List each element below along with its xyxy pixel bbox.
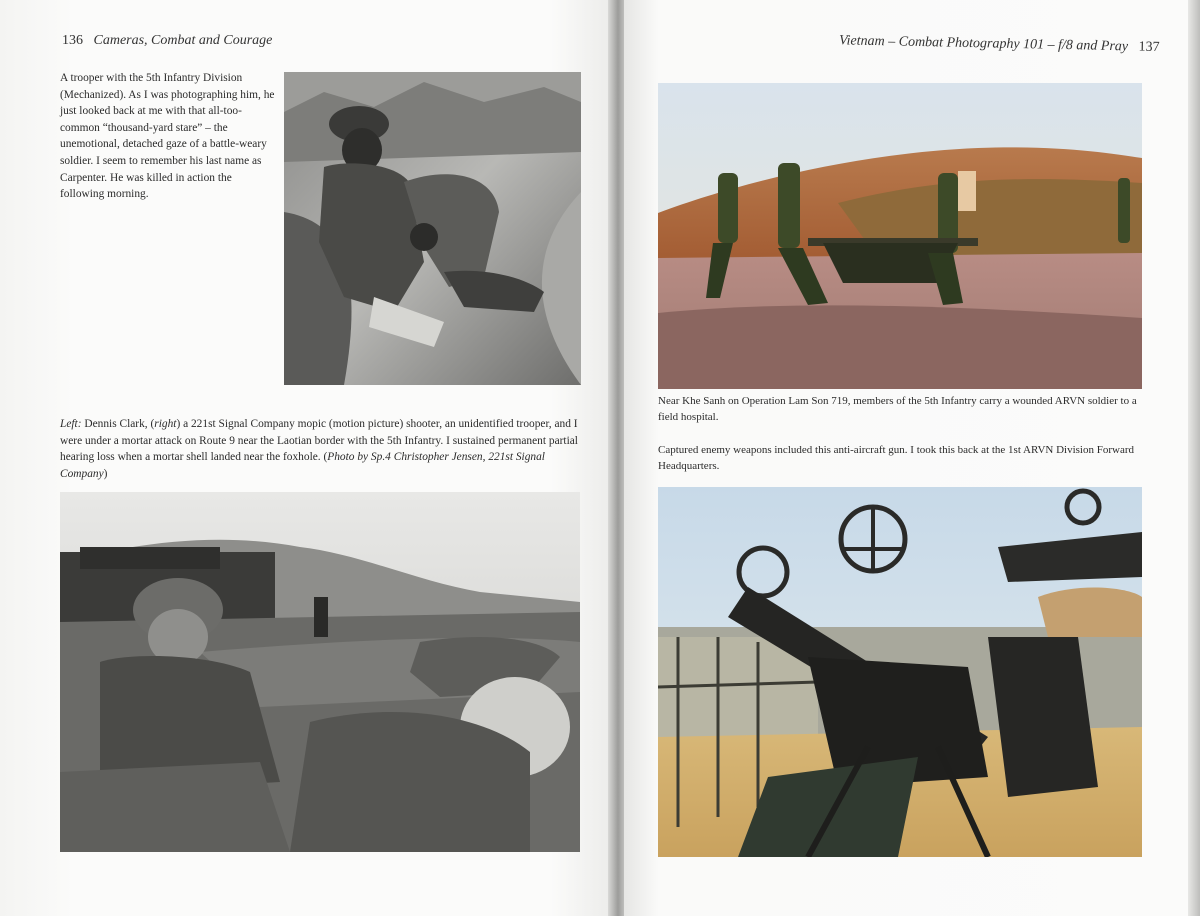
photo-anti-aircraft-gun: [658, 487, 1142, 857]
caption-right-word: right: [154, 418, 177, 430]
page-edge: [1188, 0, 1200, 916]
left-running-head: [62, 33, 272, 49]
caption-text-3: ): [103, 467, 108, 480]
photo-trooper-stare: [284, 72, 581, 385]
right-running-head: [839, 33, 1160, 56]
caption-anti-aircraft-gun: Captured enemy weapons included this anti-aircraft gun. I took this back at the 1st ARVN Division Forward Headquarters.: [658, 444, 1134, 472]
caption-mortar-attack: [60, 416, 580, 482]
caption-text-2: ) a 221st Signal Company mopic (motion picture) shooter, an unidentified trooper, and I were under a mortar attack on Route 9 near the Laotian border with the 5th Infantry. I sustained permanent partial hearing loss when a mortar shell landed near the foxhole. (: [60, 418, 578, 464]
left-page-number: 136: [62, 33, 83, 48]
right-page-number: 137: [1138, 39, 1161, 55]
chapter-title: Vietnam – Combat Photography 101 – f/8 and Pray: [839, 33, 1129, 55]
caption-stretcher: Near Khe Sanh on Operation Lam Son 719, members of the 5th Infantry carry a wounded ARVN soldier to a field hospital.: [658, 395, 1137, 423]
photo-mortar-foxhole: [60, 492, 580, 852]
caption-trooper: A trooper with the 5th Infantry Division (Mechanized). As I was photographing him, he just looked back at me with that all-too-common “thousand-yard stare” – the unemotional, detached gaze of a battle-weary soldier. I seem to remember his last name as Carpenter. He was killed in action the following morning.: [60, 72, 275, 201]
caption-text-1: Dennis Clark, (: [81, 418, 155, 430]
photo-stretcher-carry: [658, 83, 1142, 389]
right-page: [624, 0, 1200, 916]
photo-credit: Photo by Sp.4 Christopher Jensen, 221st Signal Company: [60, 451, 545, 480]
book-title: Cameras, Combat and Courage: [93, 33, 273, 48]
caption-lead: Left:: [60, 418, 82, 430]
